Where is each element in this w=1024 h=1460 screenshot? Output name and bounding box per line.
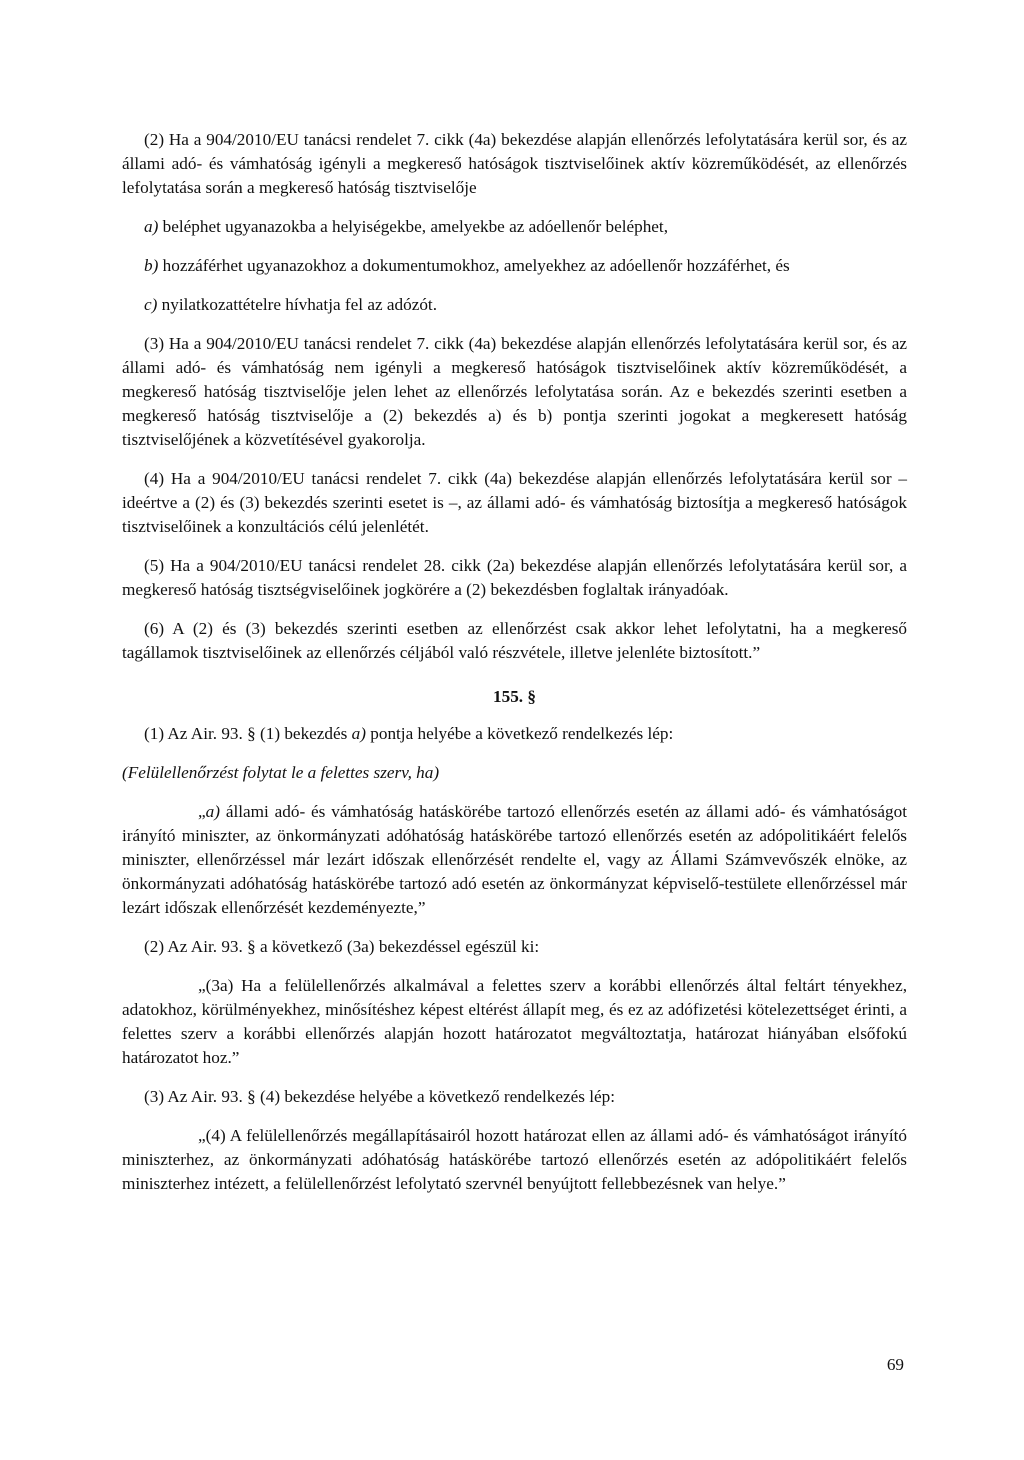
amendment-2: (2) Az Air. 93. § a következő (3a) bekezdéssel egészül ki: (144, 937, 540, 956)
paragraph-2: (2) Ha a 904/2010/EU tanácsi rendelet 7. cikk (4a) bekezdése alapján ellenőrzés lefolytatására kerül sor, és az állami adó- és vámhatóság igényli a megkereső hatóságok tisztviselőinek aktív közreműködését, az ellenőrzés lefolytatása során a megkereső hatóság tisztviselője (122, 130, 907, 197)
paragraph-4: (4) Ha a 904/2010/EU tanácsi rendelet 7. cikk (4a) bekezdése alapján ellenőrzés lefolytatására kerül sor – ideértve a (2) és (3) bekezdés szerinti esetet is –, az állami adó- és vámhatóság biztosítja a megkereső hatóságok tisztviselőinek a konzultációs célú jelenlétét. (122, 469, 907, 536)
item-label-c: c) (144, 295, 158, 314)
section-heading: 155. § (493, 687, 536, 706)
paragraph-2a (122, 215, 907, 239)
amendment-1-pre: (1) Az Air. 93. § (1) bekezdés (144, 724, 352, 743)
amendment-1 (122, 722, 907, 746)
paragraph-2c (122, 293, 907, 317)
paragraph-3: (3) Ha a 904/2010/EU tanácsi rendelet 7. cikk (4a) bekezdése alapján ellenőrzés lefolytatására kerül sor, és az állami adó- és vámhatóság nem igényli a megkereső hatóságok tisztviselőinek aktív közreműködését, a megkereső hatóság tisztviselője jelen lehet az ellenőrzés lefolytatása során. Az e bekezdés szerinti esetben a megkereső hatóság tisztviselője a (2) bekezdés a) és b) pontja szerinti jogokat a megkeresett hatóság tisztviselőjének a közvetítésével gyakorolja. (122, 334, 907, 449)
amendment-1-quote (122, 800, 907, 920)
amendment-2-quote: „(3a) Ha a felülellenőrzés alkalmával a felettes szerv a korábbi ellenőrzés által feltárt tényekhez, adatokhoz, körülményekhez, minősítéshez képest eltérést állapít meg, és ez az adófizetési kötelezettséget érinti, a felettes szerv a korábbi ellenőrzés alapján hozott határozatot megváltoztatja, határozat hiányában elsőfokú határozatot hoz.” (122, 976, 907, 1067)
amendment-1-post: pontja helyébe a következő rendelkezés lép: (365, 724, 674, 743)
item-text-b: hozzáférhet ugyanazokhoz a dokumentumokhoz, amelyekhez az adóellenőr hozzáférhet, és (158, 256, 790, 275)
quote-label-a: a) (205, 802, 220, 821)
quote-open: „ (198, 802, 206, 821)
item-text-c: nyilatkozattételre hívhatja fel az adózót. (157, 295, 438, 314)
paragraph-2b (122, 254, 907, 278)
amendment-1-italic: a) (351, 724, 366, 743)
amendment-3-quote: „(4) A felülellenőrzés megállapításairól hozott határozat ellen az állami adó- és vámhatóságot irányító miniszterhez, az önkormányzati adóhatóság hatáskörébe tartozó ellenőrzés esetén az adópolitikáért felelős miniszterhez intézett, a felülellenőrzést lefolytató szervnél benyújtott fellebbezésnek van helye.” (122, 1126, 907, 1193)
page-number: 69 (886, 1355, 904, 1374)
paragraph-5: (5) Ha a 904/2010/EU tanácsi rendelet 28. cikk (2a) bekezdése alapján ellenőrzés lefolytatására kerül sor, a megkereső hatóság tisztségviselőinek jogkörére a (2) bekezdésben foglaltak irányadóak. (122, 556, 907, 599)
amendment-3: (3) Az Air. 93. § (4) bekezdése helyébe a következő rendelkezés lép: (144, 1087, 616, 1106)
item-text-a: beléphet ugyanazokba a helyiségekbe, amelyekbe az adóellenőr beléphet, (158, 217, 668, 236)
item-label-a: a) (144, 217, 159, 236)
document-page (122, 128, 907, 1211)
amendment-1-context: (Felülellenőrzést folytat le a felettes szerv, ha) (122, 763, 440, 782)
quote-text-a: állami adó- és vámhatóság hatáskörébe tartozó ellenőrzés esetén az állami adó- és vámhatóságot irányító miniszter, az önkormányzati adóhatóság hatáskörébe tartozó ellenőrzés esetén az adópolitikáért felelős miniszter, ellenőrzéssel már lezárt időszak ellenőrzését rendelte el, vagy az Állami Számvevőszék elnöke, az önkormányzati adóhatóság hatáskörébe tartozó adó esetén az önkormányzat képviselő-testülete ellenőrzéssel már lezárt időszak ellenőrzését kezdeményezte,” (122, 802, 907, 917)
paragraph-6: (6) A (2) és (3) bekezdés szerinti esetben az ellenőrzést csak akkor lehet lefolytatni, ha a megkereső tagállamok tisztviselőinek az ellenőrzés céljából való részvétele, illetve jelenléte biztosított.” (122, 619, 907, 662)
item-label-b: b) (144, 256, 159, 275)
